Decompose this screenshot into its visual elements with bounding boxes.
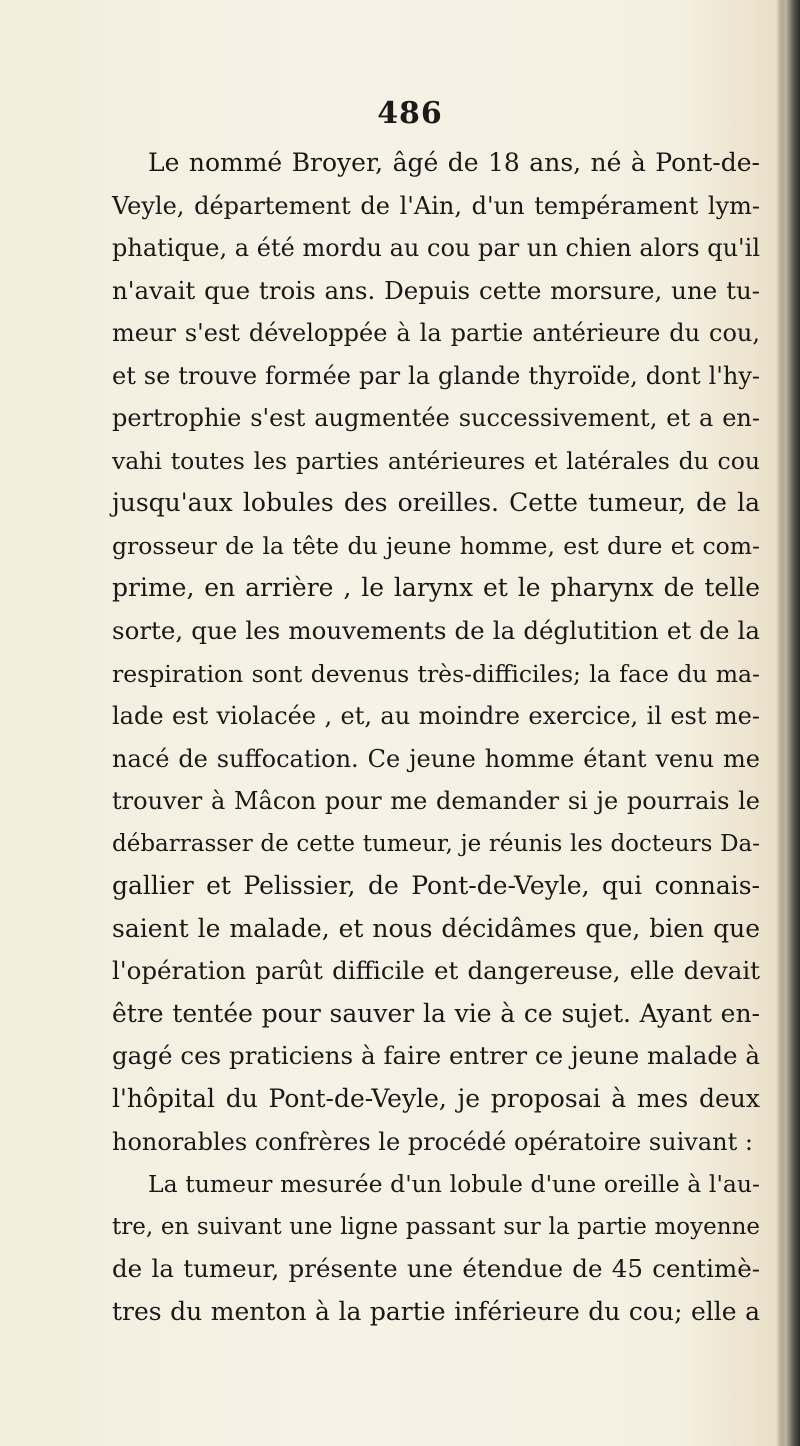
book-binding-edge — [778, 0, 800, 1446]
text-line: trouver à Mâcon pour me demander si je pourrais le — [112, 787, 760, 816]
text-line: phatique, a été mordu au cou par un chien alors qu'il — [112, 234, 760, 263]
text-line: gagé ces praticiens à faire entrer ce jeune malade à — [112, 1041, 760, 1071]
text-line: sorte, que les mouvements de la déglutition et de la — [112, 616, 760, 646]
text-line: de la tumeur, présente une étendue de 45 centimè- — [112, 1254, 760, 1284]
text-line: Le nommé Broyer, âgé de 18 ans, né à Pont-de- — [148, 148, 760, 177]
page-number: 486 — [377, 96, 443, 131]
text-line: respiration sont devenus très-difficiles; la face du ma- — [112, 659, 760, 688]
text-line: meur s'est développée à la partie antérieure du cou, — [112, 319, 760, 348]
text-line: pertrophie s'est augmentée successivement, et a en- — [112, 404, 760, 433]
text-line: Veyle, département de l'Ain, d'un tempérament lym- — [112, 191, 760, 220]
text-line: l'opération parût difficile et dangereuse, elle devait — [112, 956, 760, 986]
text-line: La tumeur mesurée d'un lobule d'une oreille à l'au- — [148, 1170, 760, 1199]
text-line: l'hôpital du Pont-de-Veyle, je proposai à mes deux — [112, 1084, 760, 1114]
text-line: nacé de suffocation. Ce jeune homme étant venu me — [112, 744, 760, 773]
text-line: et se trouve formée par la glande thyroïde, dont l'hy- — [112, 361, 760, 390]
text-line: jusqu'aux lobules des oreilles. Cette tumeur, de la — [112, 488, 760, 518]
body-text — [112, 142, 760, 1333]
text-line: prime, en arrière , le larynx et le pharynx de telle — [112, 573, 760, 603]
text-line: lade est violacée , et, au moindre exercice, il est me- — [112, 702, 760, 731]
text-line: être tentée pour sauver la vie à ce sujet. Ayant en- — [112, 998, 760, 1028]
text-line: vahi toutes les parties antérieures et latérales du cou — [112, 446, 760, 475]
text-line: n'avait que trois ans. Depuis cette morsure, une tu- — [112, 275, 760, 305]
text-line: tres du menton à la partie inférieure du cou; elle a — [112, 1296, 760, 1326]
text-line: tre, en suivant une ligne passant sur la partie moyenne — [112, 1213, 760, 1240]
text-line: grosseur de la tête du jeune homme, est dure et com- — [112, 531, 760, 560]
text-line: débarrasser de cette tumeur, je réunis les docteurs Da- — [112, 830, 760, 857]
text-line: saient le malade, et nous décidâmes que, bien que — [112, 913, 760, 943]
text-line: gallier et Pelissier, de Pont-de-Veyle, qui connais- — [112, 871, 760, 901]
text-line: honorables confrères le procédé opératoire suivant : — [112, 1127, 753, 1156]
